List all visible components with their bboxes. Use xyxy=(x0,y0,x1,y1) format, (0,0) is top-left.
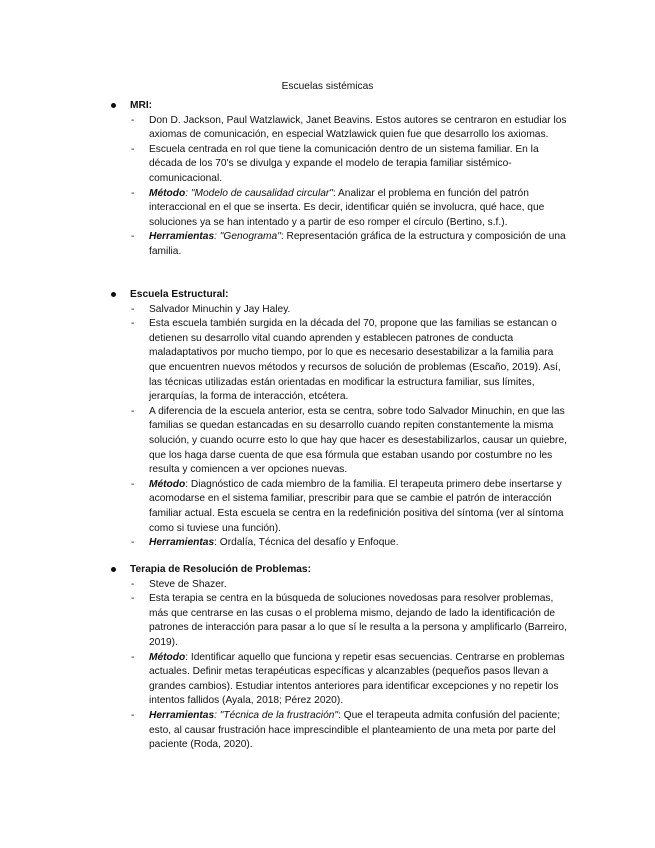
dash-icon: - xyxy=(131,187,135,199)
method-label: Método xyxy=(149,478,186,490)
section-heading-problem-solving: Terapia de Resolución de Problemas: xyxy=(130,564,311,575)
tools-label: Herramientas xyxy=(149,537,215,549)
list-item-description xyxy=(0,317,569,405)
authors-text: Salvador Minuchin y Jay Haley. xyxy=(149,303,291,315)
tools-text: : Representación gráfica de la estructura y composición de una familia. xyxy=(149,231,566,257)
dash-icon: - xyxy=(131,114,135,126)
list-item-method xyxy=(0,478,569,536)
list-item-method xyxy=(0,651,569,709)
dash-icon: - xyxy=(131,651,135,663)
authors-text: Don D. Jackson, Paul Watzlawick, Janet Beavins. Estos autores se centraron en estudiar los axiomas de comunicación, en especial Watzlawick quien fue que desarrollo los axiomas. xyxy=(149,114,567,141)
list-item-authors xyxy=(0,578,569,593)
bullet-icon xyxy=(111,292,116,297)
description-text: Escuela centrada en rol que tiene la comunicación dentro de un sistema familiar. En la década de los 70's se divulga y expande el modelo de terapia familiar sistémico-comunicacional. xyxy=(149,143,539,184)
item-list xyxy=(0,303,655,551)
list-item-authors xyxy=(0,303,569,318)
method-label: Método xyxy=(149,651,186,663)
bullet-icon xyxy=(111,103,116,108)
dash-icon: - xyxy=(131,578,135,590)
dash-icon: - xyxy=(131,143,135,155)
list-item-difference xyxy=(0,405,569,478)
list-item-tools xyxy=(0,230,569,259)
list-item-tools xyxy=(0,709,569,753)
tools-text: : Que el terapeuta admita confusión del paciente; esto, al causar frustración hace imprescindible el planteamiento de una meta por parte del paciente (Roda, 2020). xyxy=(149,709,561,751)
page-title: Escuelas sistémicas xyxy=(281,81,374,92)
dash-icon: - xyxy=(131,478,135,490)
tools-text: : Ordalía, Técnica del desafío y Enfoque. xyxy=(214,537,399,549)
dash-icon: - xyxy=(131,709,135,721)
item-list xyxy=(0,578,655,753)
tools-name: "Técnica de la frustración" xyxy=(219,709,339,721)
dash-icon: - xyxy=(131,318,135,330)
method-separator: : xyxy=(185,187,191,199)
dash-icon: - xyxy=(131,593,135,605)
method-text: : Analizar el problema en función del patrón interaccional en el que se inserta. Es decir, identificar quién se involucra, qué hace, que soluciones ya se han intentado y a partir de eso romper el círculo (Bertino, s.f.). xyxy=(149,187,545,228)
tools-name: "Genograma" xyxy=(219,231,281,243)
bullet-icon xyxy=(111,567,116,572)
list-item-description xyxy=(0,592,569,650)
tools-separator: : xyxy=(214,231,220,243)
list-item-tools xyxy=(0,536,569,551)
list-item-method xyxy=(0,187,569,231)
difference-text: A diferencia de la escuela anterior, esta se centra, sobre todo Salvador Minuchin, en que las familias se quedan estancadas en su desarrollo cuando repiten constantemente la misma solución, y cuando ocurre esto lo que hay que hacer es desestabilizarlos, causar un quiebre, que los haga darse cuenta de que esa fórmula que estaban usando por costumbre no les resulta y comiencen a ver opciones nuevas. xyxy=(149,405,567,476)
list-item-description xyxy=(0,143,569,187)
method-text: : Identificar aquello que funciona y repetir esas secuencias. Centrarse en problemas actuales. Definir metas terapéuticas específicas y alcanzables (pequeños pasos llevan a grandes cambios). Estudiar intentos anteriores para identificar excepciones y no repetir los intentos fallidos (Ayala, 2018; Pérez 2020). xyxy=(149,651,565,707)
description-text: Esta escuela también surgida en la década del 70, propone que las familias se estancan o detienen su desarrollo vital cuando aprenden y establecen patrones de conducta maladaptativos por mucho tiempo, por lo que es necesario desestabilizar a la familia para que encuentren nuevos métodos y recursos de solución de problemas (Escaño, 2019). Así, las técnicas utilizadas están orientadas en modificar la estructura familiar, sus límites, jerarquías, la forma de interacción, etcétera. xyxy=(149,318,561,403)
dash-icon: - xyxy=(131,303,135,315)
section-heading-structural: Escuela Estructural: xyxy=(130,289,229,300)
tools-label: Herramientas xyxy=(149,231,215,243)
dash-icon: - xyxy=(131,405,135,417)
method-text: : Diagnóstico de cada miembro de la familia. El terapeuta primero debe insertarse y acomodarse en el sistema familiar, prescribir para que se cambie el patrón de interacción familiar actual. Esta escuela se centra en la redefinición positiva del síntoma (ver al síntoma como si tuviese una función). xyxy=(149,478,564,534)
method-label: Método xyxy=(149,187,186,199)
dash-icon: - xyxy=(131,537,135,549)
tools-separator: : xyxy=(214,709,220,721)
list-item-authors xyxy=(0,114,569,143)
method-name: "Modelo de causalidad circular" xyxy=(190,187,333,199)
item-list xyxy=(0,114,655,260)
tools-label: Herramientas xyxy=(149,709,215,721)
dash-icon: - xyxy=(131,231,135,243)
authors-text: Steve de Shazer. xyxy=(149,578,227,590)
description-text: Esta terapia se centra en la búsqueda de soluciones novedosas para resolver problemas, más que centrarse en las cusas o el problema mismo, dejando de lado la identificación de patrones de interacción para pasar a lo que sí le resulta a la persona y amplificarlo (Barreiro, 2019). xyxy=(149,593,567,648)
section-heading-mri: MRI: xyxy=(130,100,153,111)
